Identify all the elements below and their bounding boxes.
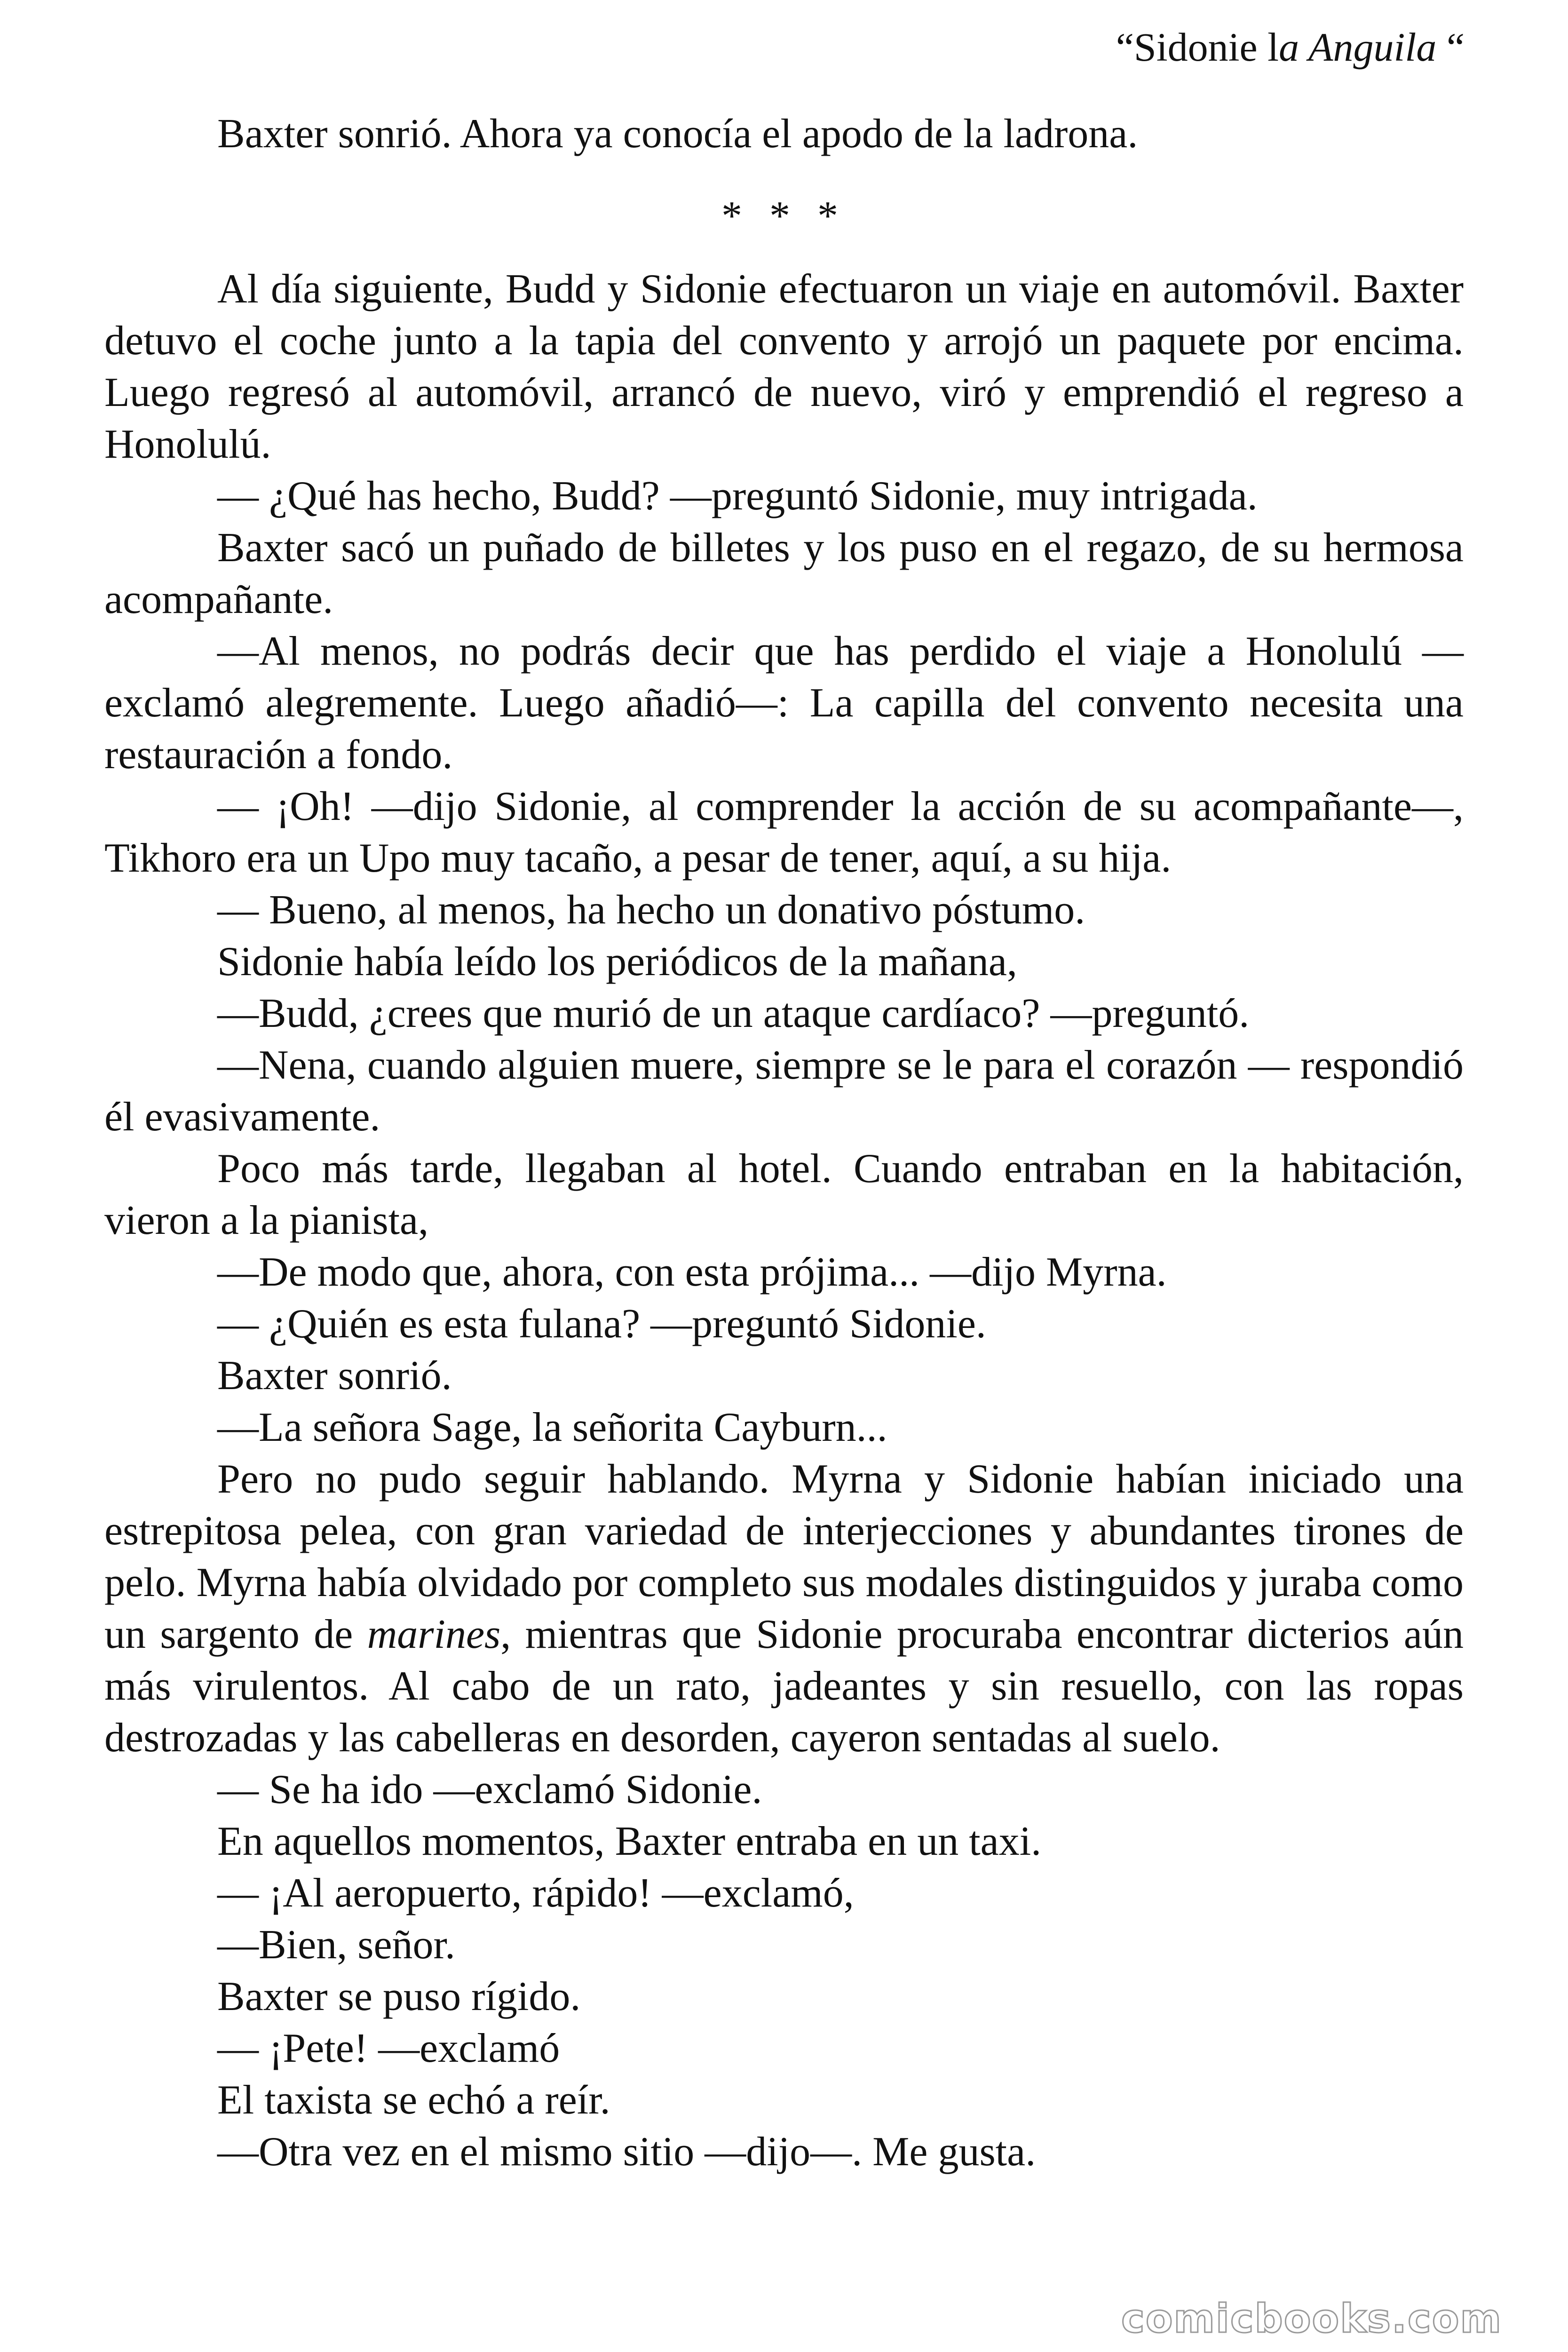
paragraph-text: Pero no pudo seguir hablando. Myrna y Sidonie habían iniciado una estrepitosa pelea, con gran variedad de interjecciones y abundantes tirones de pelo. Myrna había olvidado por completo sus modales distinguidos y juraba como un sargento de <box>104 1456 1464 1657</box>
paragraph: —Budd, ¿crees que murió de un ataque cardíaco? —preguntó. <box>217 991 1250 1036</box>
paragraph: —Al menos, no podrás decir que has perdido el viaje a Honolulú —exclamó alegremente. Luego añadió—: La capilla del convento necesita una restauración a fondo. <box>104 628 1464 778</box>
paragraph: —Bien, señor. <box>217 1922 455 1968</box>
paragraph-text: , mientras que Sidonie procuraba encontrar dicterios aún más virulentos. Al cabo de un rato, jadeantes y sin resuello, con las ropas destrozadas y las cabelleras en desorden, cayeron sentadas al suelo. <box>104 1612 1464 1761</box>
header-title-part3: “ <box>1436 24 1465 70</box>
paragraph: Baxter sonrió. Ahora ya conocía el apodo de la ladrona. <box>217 111 1138 157</box>
paragraph <box>104 1454 1464 1764</box>
paragraph: — ¡Pete! —exclamó <box>217 2026 560 2071</box>
paragraph: — ¡Oh! —dijo Sidonie, al comprender la acción de su acompañante—, Tikhoro era un Upo muy tacaño, a pesar de tener, aquí, a su hija. <box>104 784 1464 881</box>
paragraph: — Se ha ido —exclamó Sidonie. <box>217 1767 762 1812</box>
paragraph: En aquellos momentos, Baxter entraba en un taxi. <box>217 1819 1042 1864</box>
italic-word: marines <box>367 1612 501 1657</box>
paragraph: — Bueno, al menos, ha hecho un donativo póstumo. <box>217 887 1085 933</box>
paragraph: El taxista se echó a reír. <box>217 2077 610 2123</box>
paragraph: —Nena, cuando alguien muere, siempre se le para el corazón — respondió él evasivamente. <box>104 1042 1464 1140</box>
header-title-italic: a Anguila <box>1279 24 1437 70</box>
paragraph: — ¿Quién es esta fulana? —preguntó Sidonie. <box>217 1301 986 1347</box>
paragraph: —De modo que, ahora, con esta prójima... —dijo Myrna. <box>217 1249 1167 1295</box>
paragraph: Al día siguiente, Budd y Sidonie efectuaron un viaje en automóvil. Baxter detuvo el coche junto a la tapia del convento y arrojó un paquete por encima. Luego regresó al automóvil, arrancó de nuevo, viró y emprendió el regreso a Honolulú. <box>104 266 1464 467</box>
paragraph: — ¿Qué has hecho, Budd? —preguntó Sidonie, muy intrigada. <box>217 473 1258 519</box>
paragraph: Poco más tarde, llegaban al hotel. Cuando entraban en la habitación, vieron a la pianista, <box>104 1146 1464 1243</box>
watermark: comicbooks.com <box>1121 2296 1502 2342</box>
paragraph: Baxter sacó un puñado de billetes y los puso en el regazo, de su hermosa acompañante. <box>104 525 1464 622</box>
paragraph: —La señora Sage, la señorita Cayburn... <box>217 1405 887 1450</box>
paragraph: Baxter se puso rígido. <box>217 1974 581 2019</box>
header-title-part1: “Sidonie l <box>1116 24 1279 70</box>
body-text <box>104 108 1464 2178</box>
paragraph: — ¡Al aeropuerto, rápido! —exclamó, <box>217 1870 854 1916</box>
paragraph: —Otra vez en el mismo sitio —dijo—. Me gusta. <box>217 2129 1036 2175</box>
paragraph: Sidonie había leído los periódicos de la mañana, <box>217 939 1017 985</box>
running-header <box>1116 21 1465 73</box>
paragraph: Baxter sonrió. <box>217 1353 452 1398</box>
section-separator: * * * <box>721 193 847 239</box>
